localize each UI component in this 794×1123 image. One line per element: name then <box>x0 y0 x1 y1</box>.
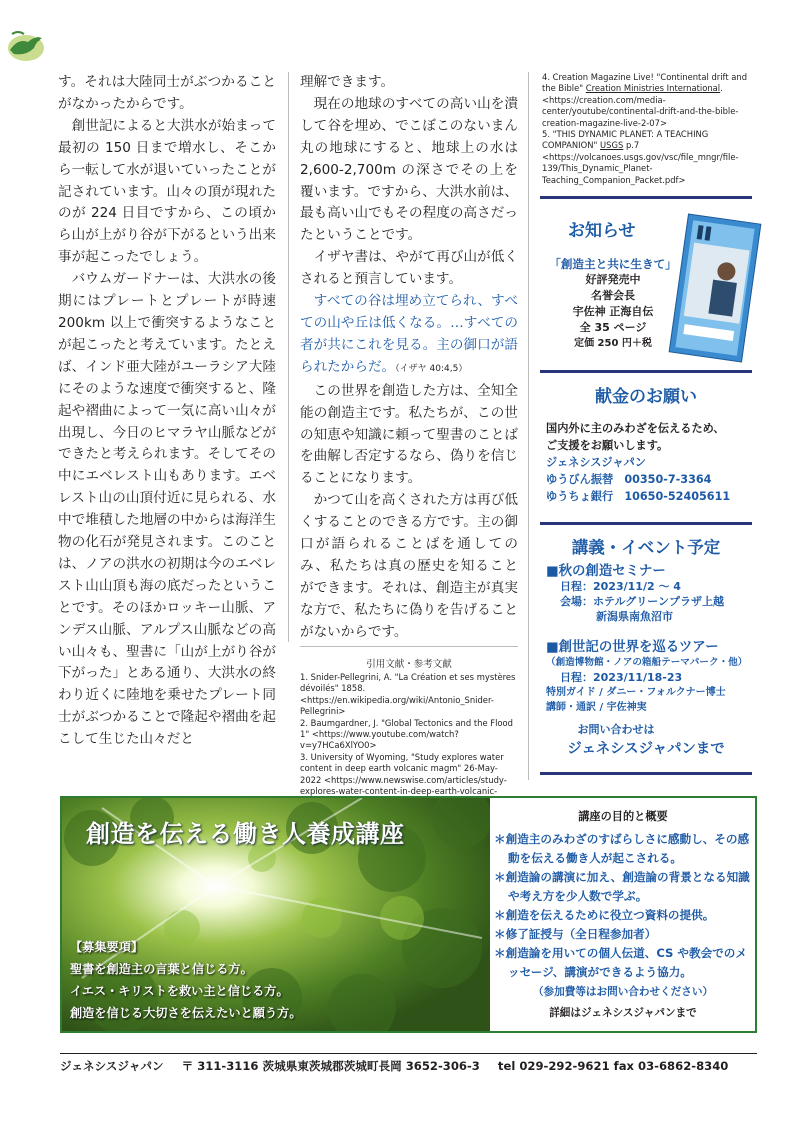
tour-title: ■創世記の世界を巡るツアー <box>546 640 719 655</box>
donation-title: 献金のお願い <box>595 387 697 407</box>
contact-block <box>540 721 752 758</box>
article-paragraph: す。それは大陸同士がぶつかることがなかったからです。 <box>58 74 276 112</box>
reference-item: 3. University of Wyoming, "Study explores water content in deep earth volcanic magm" 26-May-2022 <https://www.newswise.com/articles/study-explores-water-content-in-deep-earth-volcanic- <box>300 751 507 797</box>
article-paragraph: かつて山を高くされた方は再び低くすることのできる方です。主の御口が語られることばを通してのみ、私たちは真の歴史を知ることができます。それは、創造主が真実な方で、私たちに偽りを告げることがないからです。 <box>300 492 518 640</box>
donation-block <box>546 420 756 505</box>
seminar-title: ■秋の創造セミナー <box>546 564 666 579</box>
footer-address: 〒 311-3116 茨城県東茨城郡茨城町長岡 3652-306-3 <box>181 1059 480 1073</box>
sidebar-divider <box>540 196 752 199</box>
donation-line: 国内外に主のみわざを伝えるため、 <box>546 422 725 435</box>
course-overview-title: 講座の目的と概要 <box>578 810 668 823</box>
book-cover-image <box>669 214 762 363</box>
column-divider <box>528 72 529 780</box>
column-divider <box>288 72 289 642</box>
reference-item: 2. Baumgardner, J. "Global Tectonics and the Flood 1" <https://www.youtube.com/watch?v=y7HCa6XlYO0> <box>300 717 513 751</box>
book-title: 「創造主と共に生きて」 <box>549 257 677 271</box>
recruitment-requirements <box>70 936 302 1024</box>
article-paragraph: 創世記によると大洪水が始まって最初の 150 日まで増水し、そこから一転して水が退いていったことが記されています。山々の頂が現れたのが 224 日目ですから、この頃から山が上がり谷が下がるという出来事が起こったでしょう。 <box>58 117 276 266</box>
footer <box>60 1058 757 1074</box>
bible-quote-text: すべての谷は埋め立てられ、すべての山や丘は低くなる。…すべての者が共にこれを見る。主の御口が語られたからだ。 <box>300 293 518 375</box>
article-column-1 <box>58 72 276 751</box>
sidebar-divider <box>540 772 752 775</box>
footer-contact: tel 029-292-9621 fax 03-6862-8340 <box>497 1059 729 1073</box>
reference-item: 1. Snider-Pellegrini, A. "La Création et ses mystères dévoilés" 1858. <https://en.wikipedia.org/wiki/Antonio_Snider-Pellegrini> <box>300 672 516 717</box>
footer-org: ジェネシスジャパン <box>60 1059 164 1073</box>
genesis-japan-logo-icon <box>6 28 46 64</box>
reference-text: 4. Creation Magazine Live! "Continental drift and the Bible" <box>542 72 748 94</box>
contact-small-text: お問い合わせは <box>577 723 655 736</box>
news-title: お知らせ <box>568 221 636 241</box>
tour-event <box>546 636 747 715</box>
seminar-date: 日程：2023/11/2 ～ 4 <box>560 580 681 593</box>
course-overview <box>492 808 754 1020</box>
author-role: 名誉会長 <box>591 289 635 302</box>
tour-guide: 特別ガイド / ダニー・フォルクナー博士 <box>546 687 726 698</box>
course-item: ＊創造主のみわざのすばらしさに感動し、その感動を伝える働き人が起こされる。 <box>494 832 750 865</box>
seminar-place: 新潟県南魚沼市 <box>596 610 673 623</box>
course-item: ＊創造論の講演に加え、創造論の背景となる知識や考え方を少人数で学ぶ。 <box>494 870 750 903</box>
book-author: 宇佐神 正海自伝 <box>572 305 654 318</box>
course-banner <box>60 796 757 1033</box>
donation-line: ご支援をお願いします。 <box>546 439 669 452</box>
seminar-event <box>546 560 724 624</box>
reference-text: . <https://creation.com/media-center/youtube/continental-drift-and-the-bible-creation-magazine-live-2-07> <box>542 83 739 128</box>
article-paragraph: バウムガードナーは、大洪水の後期にはプレートとプレートが時速 200km 以上で衝突するようなことが起こったと考えています。たとえば、インド亜大陸がユーラシア大陸にそのような速度で衝突すると、隆起や褶曲によって一気に高い山々が出現し、今日のヒマラヤ山脈などができたと考えられます。そしてその中にエベレスト山もあります。エベレスト山の山頂付近に見られる、水中で堆積した地層の中からは海洋生物の化石が発見されます。このことは、ノアの洪水の初期は今のエベレスト山山頂も海の底だったということです。そのほかロッキー山脈、アンデス山脈、アルプス山脈などの高い山々も、聖書に「山が上がり谷が下がった」とある通り、大洪水の終わり近くに陸地を乗せたプレート同士がぶつかることで隆起や褶曲を起こして生じた山々だと <box>58 271 276 748</box>
tour-date: 日程：2023/11/18-23 <box>560 671 683 684</box>
course-item: ＊創造論を用いての個人伝道、CS や教会でのメッセージ、講演ができるよう協力。 <box>494 946 747 979</box>
donation-postal-account: ゆうびん振替 00350-7-3364 <box>546 473 712 486</box>
recruitment-item: イエス・キリストを救い主と信じる方。 <box>70 984 289 998</box>
reference-item <box>542 72 757 129</box>
references-list-continued <box>542 72 757 186</box>
reference-text: p.7 <https://volcanoes.usgs.gov/vsc/file_mngr/file-139/This_Dynamic_Planet-Teaching_Companion_Packet.pdf> <box>542 140 739 185</box>
book-price: 定価 250 円＋税 <box>574 338 652 349</box>
book-pages: 全 35 ページ <box>579 321 647 334</box>
events-title: 講義・イベント予定 <box>571 538 721 557</box>
reference-link[interactable]: Creation Ministries International <box>585 83 721 94</box>
footer-divider <box>60 1053 757 1054</box>
seminar-venue: 会場：ホテルグリーンプラザ上越 <box>560 595 725 608</box>
article-paragraph: 現在の地球のすべての高い山を潰して谷を埋め、でこぼこのないまん丸の地球にすると、地球上の水は 2,600-2,700m の深さでその上を覆います。ですから、大洪水前は、最も高い山でもその程度の高さだったということです。 <box>300 95 518 244</box>
fee-note: （参加費等はお問い合わせください） <box>532 986 714 998</box>
contact-large-text: ジェネシスジャパンまで <box>567 741 725 757</box>
details-note: 詳細はジェネシスジャパンまで <box>549 1007 697 1019</box>
banner-title: 創造を伝える働き人養成講座 <box>86 820 405 848</box>
references-list <box>300 672 518 809</box>
recruitment-item: 聖書を創造主の言葉と信じる方。 <box>70 962 253 976</box>
course-item: ＊修了証授与（全日程参加者） <box>494 927 657 941</box>
references-divider <box>300 646 518 647</box>
bible-quote <box>300 291 518 381</box>
sidebar-divider <box>540 522 752 525</box>
recruitment-heading: 【募集要項】 <box>70 940 144 954</box>
article-paragraph: この世界を創造した方は、全知全能の創造主です。私たちが、この世の知恵や知識に頼って聖書のことばを曲解し否定するなら、偽りを信じることになります。 <box>300 382 518 487</box>
article-paragraph: 理解できます。 <box>300 74 395 90</box>
recruitment-item: 創造を信じる大切さを伝えたいと願う方。 <box>70 1006 302 1020</box>
donation-org: ジェネシスジャパン <box>546 456 646 469</box>
reference-text: 5. "THIS DYNAMIC PLANET: A TEACHING COMPANION" <box>542 129 709 151</box>
book-status: 好評発売中 <box>585 273 641 286</box>
article-column-2 <box>300 72 518 644</box>
bible-quote-reference: （イザヤ 40:4,5） <box>395 363 468 374</box>
course-items <box>492 830 754 982</box>
donation-bank-account: ゆうちょ銀行 10650-52405611 <box>546 490 731 503</box>
tour-subtitle: （創造博物館・ノアの箱船テーマパーク・他） <box>546 657 748 668</box>
sidebar-divider <box>540 370 752 373</box>
course-item: ＊創造を伝えるために役立つ資料の提供。 <box>494 908 715 922</box>
article-paragraph: イザヤ書は、やがて再び山が低くされると預言しています。 <box>300 249 518 288</box>
tour-lecturer: 講師・通訳 / 宇佐神実 <box>546 702 647 713</box>
reference-item <box>542 129 757 186</box>
references-title: 引用文献・参考文献 <box>366 659 452 670</box>
news-block <box>546 256 680 352</box>
reference-link[interactable]: USGS <box>600 140 624 151</box>
